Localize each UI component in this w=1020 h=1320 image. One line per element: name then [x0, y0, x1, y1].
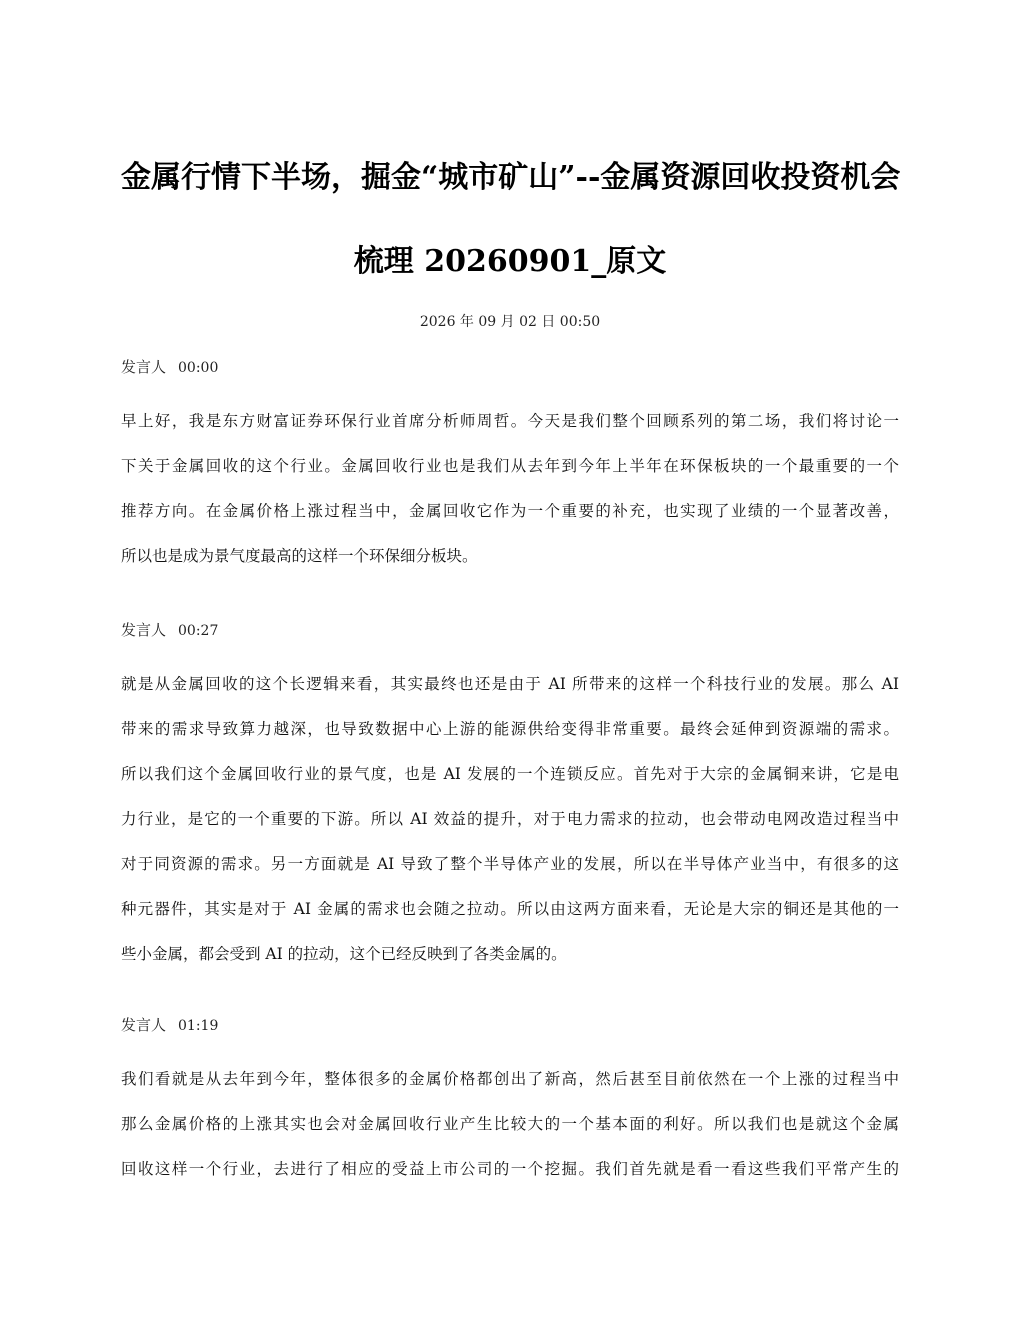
- transcript-paragraph: [121, 1057, 899, 1192]
- title-line-1: 金属行情下半场，掘金“城市矿山”--金属资源回收投资机会: [121, 160, 901, 195]
- speaker-header: [121, 620, 899, 640]
- paragraph-line: 种元器件，其实是对于 AI 金属的需求也会随之拉动。所以由这两方面来看，无论是大宗的铜还是其他的一: [121, 900, 899, 918]
- speaker-name: 发言人: [121, 1016, 167, 1034]
- paragraph-line: 回收这样一个行业，去进行了相应的受益上市公司的一个挖掘。我们首先就是看一看这些我们平常产生的: [121, 1160, 899, 1178]
- paragraph-line: 所以我们这个金属回收行业的景气度，也是 AI 发展的一个连锁反应。首先对于大宗的金属铜来讲，它是电: [121, 765, 899, 783]
- paragraph-line: 就是从金属回收的这个长逻辑来看，其实最终也还是由于 AI 所带来的这样一个科技行业的发展。那么 AI: [121, 675, 899, 693]
- paragraph-line: 些小金属，都会受到 AI 的拉动，这个已经反映到了各类金属的。: [121, 945, 567, 963]
- transcript-section-1: [121, 357, 899, 579]
- speaker-name: 发言人: [121, 621, 167, 639]
- paragraph-line: 推荐方向。在金属价格上涨过程当中，金属回收它作为一个重要的补充，也实现了业绩的一个显著改善，: [121, 502, 899, 520]
- paragraph-line: 对于同资源的需求。另一方面就是 AI 导致了整个半导体产业的发展，所以在半导体产业当中，有很多的这: [121, 855, 899, 873]
- transcript-paragraph: [121, 399, 899, 579]
- speaker-timestamp: 00:27: [178, 623, 219, 639]
- transcript-section-2: [121, 620, 899, 977]
- paragraph-line: 力行业，是它的一个重要的下游。所以 AI 效益的提升，对于电力需求的拉动，也会带动电网改造过程当中: [121, 810, 899, 828]
- speaker-header: [121, 1015, 899, 1035]
- speaker-name: 发言人: [121, 358, 167, 376]
- paragraph-line: 那么金属价格的上涨其实也会对金属回收行业产生比较大的一个基本面的利好。所以我们也是就这个金属: [121, 1115, 899, 1133]
- paragraph-line: 我们看就是从去年到今年，整体很多的金属价格都创出了新高，然后甚至目前依然在一个上涨的过程当中: [121, 1070, 899, 1088]
- transcript-paragraph: [121, 662, 899, 977]
- document-title: [121, 136, 899, 304]
- paragraph-line: 早上好，我是东方财富证券环保行业首席分析师周哲。今天是我们整个回顾系列的第二场，我们将讨论一: [121, 412, 899, 430]
- document-date: 2026 年 09 月 02 日 00:50: [419, 314, 601, 330]
- paragraph-line: 下关于金属回收的这个行业。金属回收行业也是我们从去年到今年上半年在环保板块的一个最重要的一个: [121, 457, 899, 475]
- transcript-section-3: [121, 1015, 899, 1192]
- paragraph-line: 带来的需求导致算力越深，也导致数据中心上游的能源供给变得非常重要。最终会延伸到资源端的需求。: [121, 720, 899, 738]
- speaker-timestamp: 01:19: [178, 1018, 219, 1034]
- title-line-2: 梳理 20260901_原文: [353, 244, 667, 279]
- speaker-timestamp: 00:00: [178, 360, 219, 376]
- speaker-header: [121, 357, 899, 377]
- paragraph-line: 所以也是成为景气度最高的这样一个环保细分板块。: [121, 547, 478, 565]
